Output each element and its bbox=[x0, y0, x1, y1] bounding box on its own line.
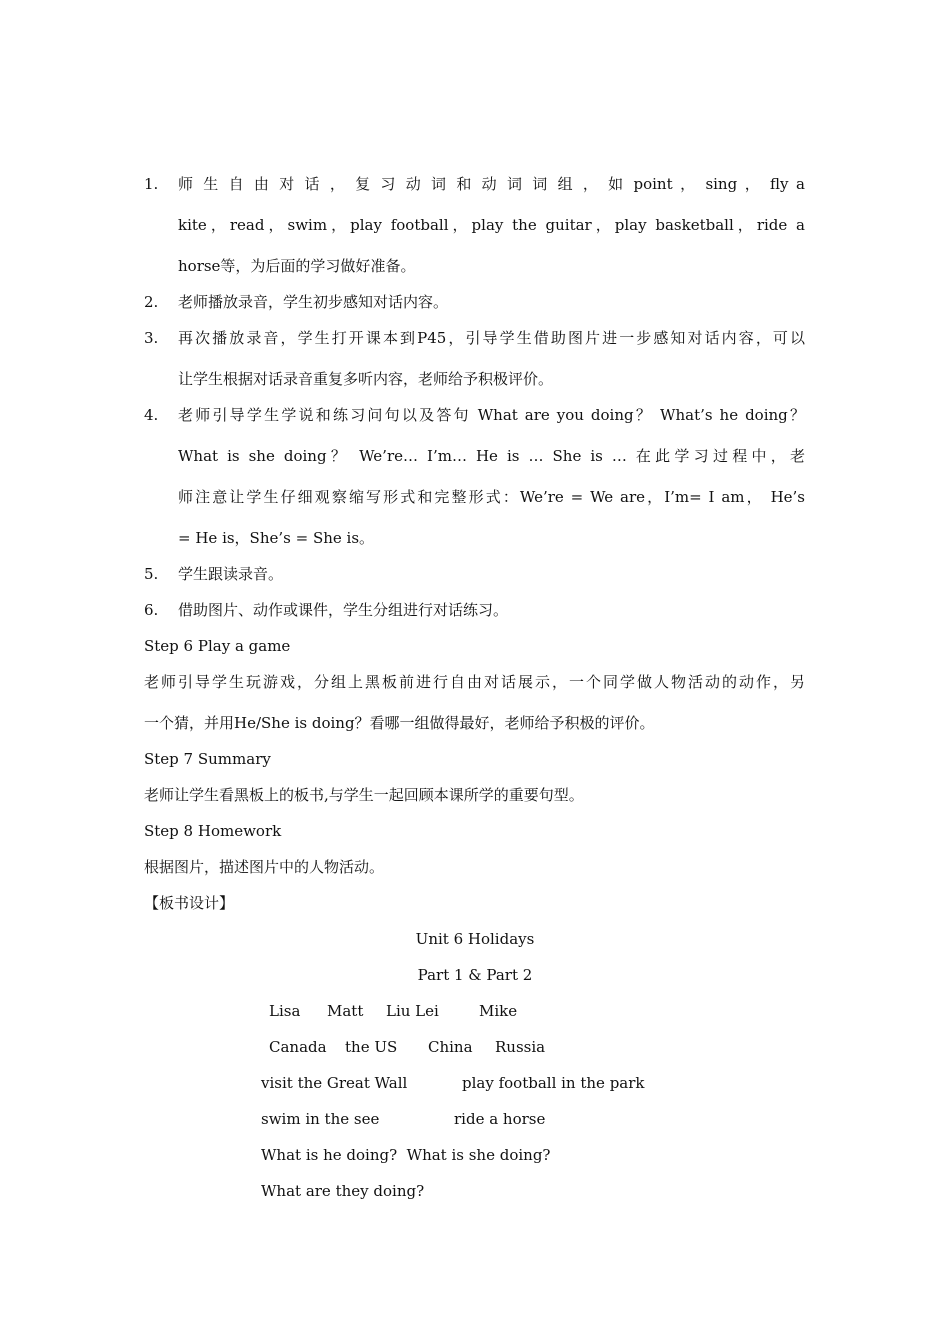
board-country: Canada bbox=[269, 1038, 327, 1056]
board-name: Matt bbox=[327, 1002, 364, 1020]
item-text-line: 老师引导学生学说和练习问句以及答句 What are you doing？ What’s he doing？ bbox=[178, 406, 805, 424]
item-number: 2. bbox=[144, 293, 159, 311]
item-text-line: 再次播放录音，学生打开课本到P45，引导学生借助图片进一步感知对话内容，可以 bbox=[178, 329, 805, 347]
item-text-line: 借助图片、动作或课件，学生分组进行对话练习。 bbox=[178, 601, 509, 619]
board-heading: 【板书设计】 bbox=[144, 894, 235, 912]
step6-heading: Step 6 Play a game bbox=[144, 637, 291, 655]
item-text-line: 学生跟读录音。 bbox=[178, 565, 284, 583]
board-country: Russia bbox=[495, 1038, 546, 1056]
item-text-line: 让学生根据对话录音重复多听内容，老师给予积极评价。 bbox=[178, 370, 554, 388]
step6-text-line: 一个猜，并用He/She is doing？看哪一组做得最好，老师给予积极的评价。 bbox=[144, 714, 655, 732]
board-activity: swim in the see bbox=[261, 1110, 380, 1128]
board-question: What are they doing? bbox=[261, 1182, 425, 1200]
item-text-line: 师注意让学生仔细观察缩写形式和完整形式：We’re = We are，I’m= I am， He’s bbox=[178, 488, 805, 506]
board-country: China bbox=[428, 1038, 473, 1056]
board-subtitle: Part 1 & Part 2 bbox=[417, 966, 533, 984]
step7-text: 老师让学生看黑板上的板书,与学生一起回顾本课所学的重要句型。 bbox=[144, 786, 584, 804]
step8-heading: Step 8 Homework bbox=[144, 822, 282, 840]
item-text-line: What is she doing？ We’re… I’m… He is … She is … 在此学习过程中，老 bbox=[178, 447, 805, 465]
item-text-line: 老师播放录音，学生初步感知对话内容。 bbox=[178, 293, 449, 311]
item-text-line: = He is，She’s = She is。 bbox=[178, 529, 375, 547]
board-name: Lisa bbox=[269, 1002, 301, 1020]
board-question: What is he doing? What is she doing? bbox=[261, 1146, 551, 1164]
board-name: Liu Lei bbox=[386, 1002, 439, 1020]
step7-heading: Step 7 Summary bbox=[144, 750, 271, 768]
item-number: 3. bbox=[144, 329, 159, 347]
item-number: 1. bbox=[144, 175, 159, 193]
item-text-line: 师 生 自 由 对 话 ， 复 习 动 词 和 动 词 词 组 ， 如 point ， sing ， fly a bbox=[178, 175, 805, 193]
item-number: 4. bbox=[144, 406, 159, 424]
board-activity: play football in the park bbox=[462, 1074, 645, 1092]
item-text-line: kite，read，swim，play football，play the guitar，play basketball，ride a bbox=[178, 216, 805, 234]
board-title: Unit 6 Holidays bbox=[415, 930, 535, 948]
board-country: the US bbox=[345, 1038, 398, 1056]
board-activity: ride a horse bbox=[454, 1110, 546, 1128]
item-number: 5. bbox=[144, 565, 159, 583]
step6-text-line: 老师引导学生玩游戏，分组上黑板前进行自由对话展示，一个同学做人物活动的动作，另 bbox=[144, 673, 805, 691]
board-name: Mike bbox=[479, 1002, 518, 1020]
step8-text: 根据图片，描述图片中的人物活动。 bbox=[144, 858, 385, 876]
item-text-line: horse等，为后面的学习做好准备。 bbox=[178, 257, 416, 275]
board-activity: visit the Great Wall bbox=[261, 1074, 408, 1092]
item-number: 6. bbox=[144, 601, 159, 619]
